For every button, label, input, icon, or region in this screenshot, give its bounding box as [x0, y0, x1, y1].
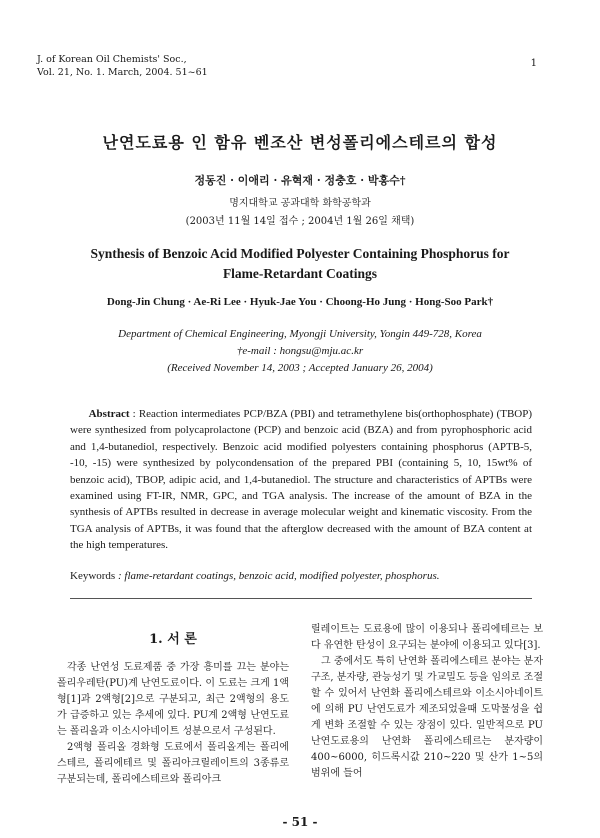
- english-title-line-2: Flame-Retardant Coatings: [222, 266, 378, 281]
- english-authors: Dong-Jin Chung · Ae-Ri Lee · Hyuk-Jae You · Choong-Ho Jung · Hong-Soo Park†: [106, 296, 494, 308]
- right-paragraph-1: 릴레이트는 도료용에 많이 이용되나 폴리에테르는 보다 유연한 탄성이 요구되는 분야에 이용되고 있다[3].: [311, 624, 543, 651]
- korean-title: 난연도료용 인 함유 벤조산 변성폴리에스테르의 합성: [102, 133, 498, 152]
- journal-line-2: Vol. 21, No. 1. March, 2004. 51~61: [37, 66, 208, 78]
- korean-affiliation: 명지대학교 공과대학 화학공학과: [229, 198, 371, 209]
- english-title: [40, 244, 560, 284]
- left-paragraph-2: 2액형 폴리올 경화형 도료에서 폴리올계는 폴리에스테르, 폴리에테르 및 폴리아크릴레이트의 3종류로 구분되는데, 폴리에스테르와 폴리아크: [57, 742, 289, 785]
- right-column: [311, 622, 543, 782]
- english-affiliation-block: [0, 326, 600, 377]
- abstract: [70, 406, 532, 554]
- english-title-line-1: Synthesis of Benzoic Acid Modified Polyester Containing Phosphorus for: [90, 246, 510, 261]
- journal-citation: [37, 54, 208, 79]
- footer-page-number: - 51 -: [282, 815, 318, 829]
- author-email: †e-mail : hongsu@mju.ac.kr: [236, 345, 364, 357]
- keywords-label: Keywords: [70, 570, 116, 582]
- abstract-text: : Reaction intermediates PCP/BZA (PBI) and tetramethylene bis(orthophosphate) (TBOP) were synthesized from polycaprolactone (PCP) and benzoic acid (BZA) and from pyrophosphoric acid and 1,4-butanediol, respectively. Benzoic acid modified polyesters containing phosphorus (APTB-5, -10, -15) were synthesized by polycondensation of the prepared PBI (containing 5, 10, 15wt% of benzoic acid), TBOP, adipic acid, and 1,4-butanediol. The structure and characteristics of APTBs were examined using FT-IR, NMR, GPC, and TGA analysis. The increase of the amount of BZA in the synthesis of APTBs resulted in decrease in average molecular weight and kinematic viscosity. From the TGA analysis of APTBs, it was found that the afterglow decreased with the amount of BZA content at the high temperatures.: [70, 408, 533, 552]
- section-heading: 1. 서 론: [149, 632, 197, 647]
- divider: [70, 598, 532, 599]
- left-paragraph-1: 각종 난연성 도료제품 중 가장 흥미를 끄는 분야는 폴리우레탄(PU)계 난연도료이다. 이 도료는 크게 1액형[1]과 2액형[2]으로 구분되고, 최근 2액형의 용도가 급증하고 있는 추세에 있다. PU계 2액형 난연도료는 폴리올과 이소시아네이트 성분으로서 구성된다.: [57, 662, 289, 737]
- korean-dates: (2003년 11월 14일 접수 ; 2004년 1월 26일 채택): [185, 216, 415, 227]
- right-paragraph-2: 그 중에서도 특히 난연화 폴리에스테르 분야는 분자구조, 분자량, 관능성기 및 가교밀도 등을 임의로 조절할 수 있어서 난연화 폴리에스테르와 이소시아네이트에 의해 PU 난연도료가 제조되었을때 도막물성을 쉽게 변화 조절할 수 있는 장점이 있다. 일반적으로 PU 난연도료용의 난연화 폴리에스테르는 분자량이 400~6000, 히드록시값 210~220 및 산가 1~5의 범위에 들어: [311, 656, 543, 779]
- english-affiliation: Department of Chemical Engineering, Myongji University, Yongin 449-728, Korea: [118, 328, 482, 340]
- english-dates: (Received November 14, 2003 ; Accepted January 26, 2004): [167, 362, 433, 374]
- abstract-label: Abstract: [88, 408, 130, 420]
- left-column: [57, 660, 289, 788]
- journal-line-1: J. of Korean Oil Chemists' Soc.,: [37, 54, 187, 65]
- korean-authors: 정동진 · 이애리 · 유혁재 · 정충호 · 박홍수†: [194, 174, 406, 187]
- keywords: [70, 570, 540, 582]
- keywords-text: : flame-retardant coatings, benzoic acid, modified polyester, phosphorus.: [117, 570, 440, 582]
- page-number: 1: [530, 58, 537, 69]
